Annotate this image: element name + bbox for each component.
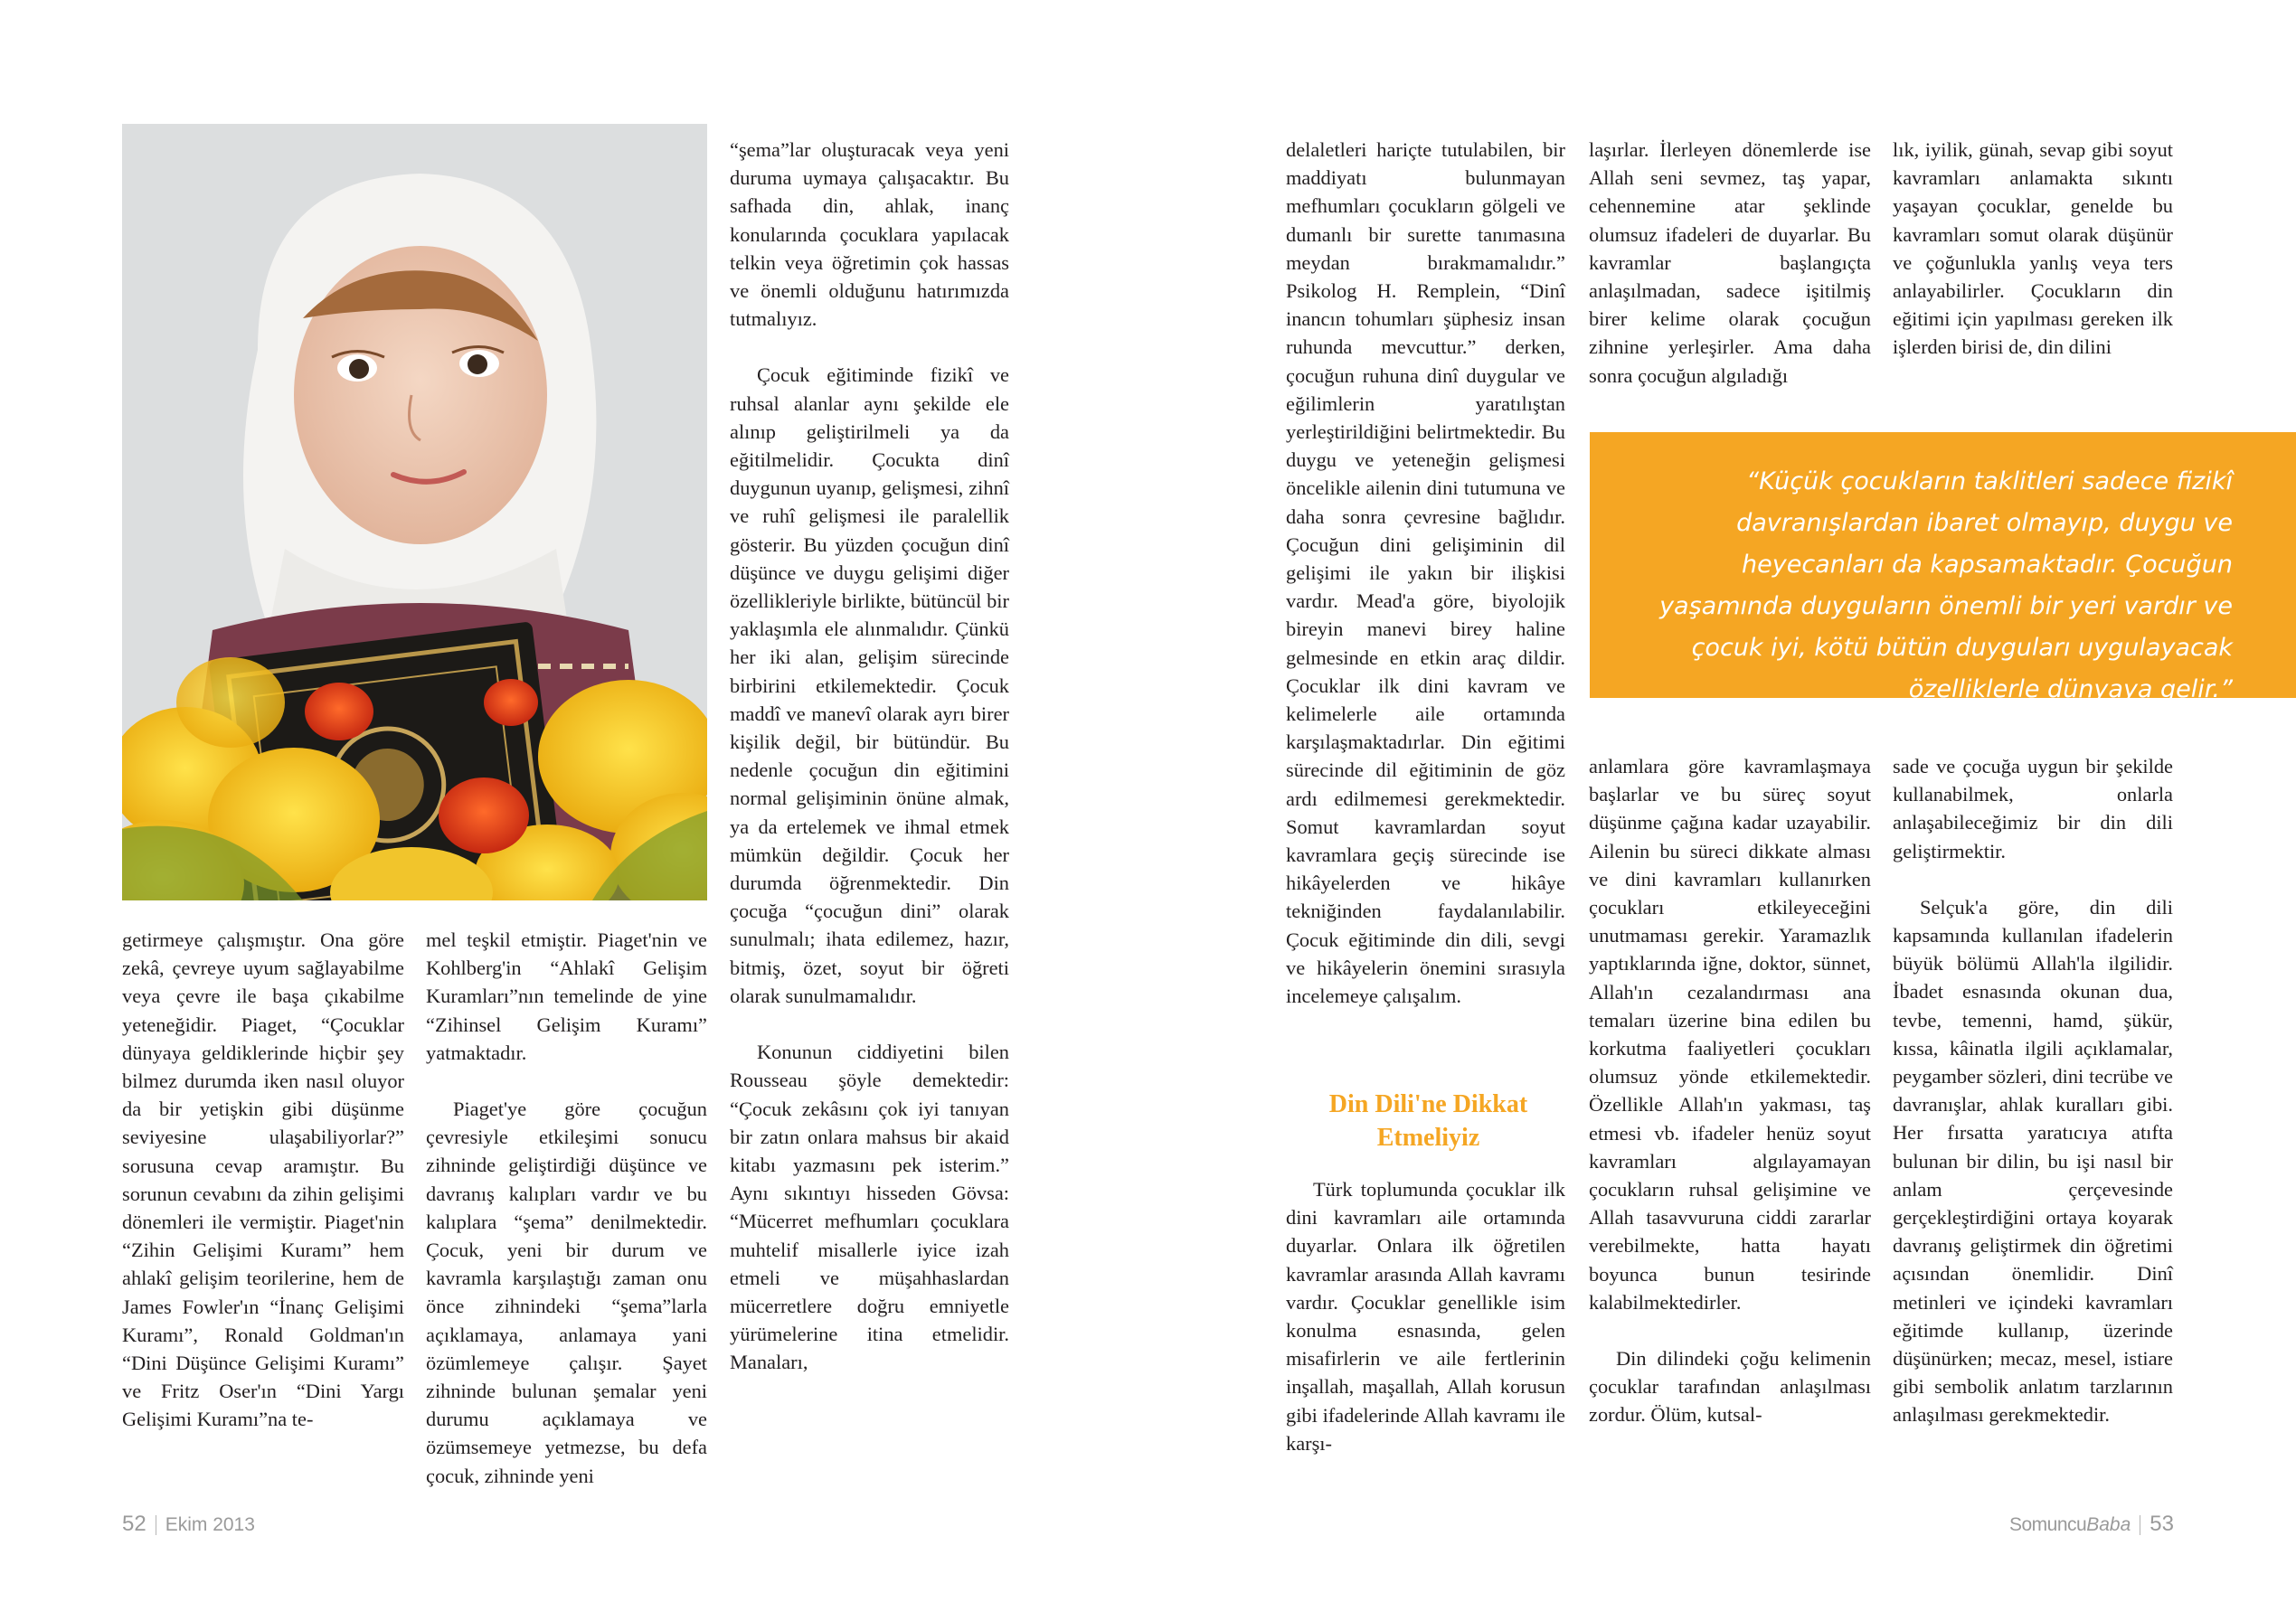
page-number: 53 xyxy=(2150,1512,2174,1536)
page-number: 52 xyxy=(122,1512,146,1536)
pull-quote: “Küçük çocukların taklitleri sadece fizikî davranışlardan ibaret olmayıp, duygu ve heyecanları da kapsamaktadır. Çocuğun yaşamında duyguların önemli bir yeri vardır ve çocuk iyi, kötü bütün duyguları uygulayacak özelliklerle dünyaya gelir.” xyxy=(1659,467,2233,703)
paragraph: Konunun ciddiyetini bilen Rousseau şöyle demektedir: “Çocuk zekâsını çok iyi tanıyan bir zatın onlara mahsus bir akaid kitabı yazmasını pek isterim.” Aynı sıkıntıyı hisseden Gövsa: “Mücerret mefhumları çocuklara muhtelif misallerle iyice izah etmeli ve müşahhaslardan mücerretlere doğru emniyetle yürümelerine itina etmelidir. Manaları, xyxy=(730,1041,1009,1374)
article-photo xyxy=(122,124,707,900)
paragraph: Din dilindeki çoğu kelimenin çocuklar tarafından anlaşılması zordur. Ölüm, kutsal- xyxy=(1589,1347,1871,1427)
left-column-3 xyxy=(730,136,1009,1377)
paragraph: Türk toplumunda çocuklar ilk dini kavramları aile ortamında duyarlar. Onlara ilk öğretilen kavramlar arasında Allah kavramı vardır. Çocuklar genellikle isim konulma esnasında, gelen misafirlerin ve aile fertlerinin inşallah, maşallah, Allah korusun gibi ifadelerinde Allah kavramı ile karşı- xyxy=(1286,1178,1565,1455)
issue-date: Ekim 2013 xyxy=(165,1514,255,1535)
right-column-2-top xyxy=(1589,136,1871,390)
paragraph: laşırlar. İlerleyen dönemlerde ise Allah seni sevmez, taş yapar, cehennemine atar şeklinde olumsuz ifadeleri de duyarlar. Bu kavramlar başlangıçta anlaşılmadan, sadece işitilmiş birer kelime olarak çocuğun zihnine yerleşirler. Ama daha sonra çocuğun algıladığı xyxy=(1589,138,1871,387)
girl-with-quran-illustration xyxy=(122,124,707,900)
paragraph: mel teşkil etmiştir. Piaget'nin ve Kohlberg'in “Ahlakî Gelişim Kuramları”nın temelinde de yine “Zihinsel Gelişim Kuramı” yatmaktadır. xyxy=(426,928,707,1064)
paragraph: delaletleri hariçte tutulabilen, bir maddiyatı bulunmayan mefhumları çocukların gölgeli ve dumanlı bir surette tanımasına meydan bırakmamalıdır.” Psikolog H. Remplein, “Dinî inancın tohumları şüphesiz insan ruhunda mevcuttur.” derken, çocuğun ruhuna dinî duygular ve eğilimlerin yaratılıştan yerleştirildiğini belirtmektedir. Bu duygu ve yeteneğin gelişmesi öncelikle ailenin dini tutumuna ve daha sonra çevresine bağlıdır. Çocuğun dini gelişiminin dil gelişimi ile yakın bir ilişkisi vardır. Mead'a göre, biyolojik bireyin manevi birey haline gelmesinde en etkin araç dildir. Çocuklar ilk dini kavram ve kelimelerle aile ortamında karşılaşmaktadırlar. Din eğitimi sürecinde dil eğitiminin de göz ardı edilmemesi gerekmektedir. Somut kavramlardan soyut kavramlara geçiş sürecinde ise hikâyelerden ve hikâye tekniğinden faydalanılabilir. Çocuk eğitiminde din dili, sevgi ve hikâyelerin önemini sırasıyla incelemeye çalışalım. xyxy=(1286,138,1565,1008)
right-column-3-bottom xyxy=(1893,752,2173,1429)
left-column-2 xyxy=(426,926,707,1490)
paragraph: Piaget'ye göre çocuğun çevresiyle etkileşimi sonucu zihninde geliştirdiği düşünce ve davranış kalıpları vardır ve bu kalıplara “şema” denilmektedir. Çocuk, yeni bir durum ve kavramla karşılaştığı zaman onu önce zihnindeki “şema”larla açıklamaya, anlamaya yani özümlemeye çalışır. Şayet zihninde bulunan şemalar yeni durumu açıklamaya ve özümsemeye yetmezse, bu defa çocuk, zihninde yeni xyxy=(426,1098,707,1487)
left-footer xyxy=(122,1512,255,1537)
section-heading: Din Dili'ne Dikkat Etmeliyiz xyxy=(1328,1090,1528,1152)
paragraph: lık, iyilik, günah, sevap gibi soyut kavramları anlamakta sıkıntı yaşayan çocuklar, genelde bu kavramları somut olarak düşünür ve çoğunlukla yanlış veya ters anlayabilirler. Çocukların din eğitimi için yapılması gereken ilk işlerden birisi de, din dilini xyxy=(1893,138,2173,359)
right-column-1-top xyxy=(1286,136,1565,1010)
paragraph: anlamlara göre kavramlaşmaya başlarlar ve bu süreç soyut düşünme çağına kadar uzayabilir. Ailenin bu süreci dikkate alması ve dini kavramları kullanırken çocukları etkileyeceğini unutmaması gerekir. Yaramazlık yaptıklarında iğne, doktor, sünnet, Allah'ın cezalandırması ana temaları üzerine bina edilen bu korkutma faaliyetleri çocukları olumsuz yönde etkilemektedir. Özellikle Allah'ın yakması, taş etmesi vb. ifadeler henüz soyut kavramları algılayamayan çocukların ruhsal gelişimine ve Allah tasavvuruna ciddi zararlar verebilmekte, hatta hayatı boyunca bunun tesirinde kalabilmektedirler. xyxy=(1589,755,1871,1314)
paragraph: sade ve çocuğa uygun bir şekilde kullanabilmek, onlarla anlaşabileceğimiz bir din dili geliştirmektir. xyxy=(1893,755,2173,862)
right-column-1-bottom xyxy=(1286,1175,1565,1457)
paragraph: getirmeye çalışmıştır. Ona göre zekâ, çevreye uyum sağlayabilme veya çevre ile başa çıkabilme yeteneğidir. Piaget, “Çocuklar dünyaya geldiklerinde hiçbir şey bilmez durumda iken nasıl oluyor da bir yetişkin gibi düşünme seviyesine ulaşabiliyorlar?” sorusuna cevap aramıştır. Bu sorunun cevabını da zihin gelişimi dönemleri ile vermiştir. Piaget'nin “Zihin Gelişimi Kuramı” hem ahlakî gelişim teorilerine, hem de James Fowler'ın “İnanç Gelişimi Kuramı”, Ronald Goldman'ın “Dini Düşünce Gelişimi Kuramı” ve Fritz Oser'ın “Dini Yargı Gelişimi Kuramı”na te- xyxy=(122,928,404,1431)
paragraph: Selçuk'a göre, din dili kapsamında kullanılan ifadelerin büyük bölümü Allah'la ilgilidir. İbadet esnasında okunan dua, tevbe, temenni, hamd, şükür, kıssa, kâinatla ilgili açıklamalar, peygamber sözleri, dini tecrübe ve davranışlar, ahlak kuralları gibi. Her fırsatta yaratıcıya atıfta bulunan bir dilin, bu işi nasıl bir anlam çerçevesinde gerçekleştirdiğini ortaya koyarak davranış geliştirmek din öğretimi açısından önemlidir. Dinî metinleri ve içindeki kavramları eğitimde kullanıp, üzerinde düşünürken; mecaz, mesel, istiare gibi sembolik anlatım tarzlarının anlaşılması gerekmektedir. xyxy=(1893,895,2173,1427)
right-footer xyxy=(2009,1512,2174,1537)
magazine-logo: SomuncuBaba xyxy=(2009,1514,2131,1535)
right-column-2-bottom xyxy=(1589,752,1871,1429)
paragraph: “şema”lar oluşturacak veya yeni duruma uymaya çalışacaktır. Bu safhada din, ahlak, inanç konularında çocuklara yapılacak telkin veya öğretimin çok hassas ve önemli olduğunu hatırımızda tutmalıyız. xyxy=(730,138,1009,331)
right-column-3-top xyxy=(1893,136,2173,362)
paragraph: Çocuk eğitiminde fizikî ve ruhsal alanlar aynı şekilde ele alınıp geliştirilmeli ya da eğitilmelidir. Çocukta dinî duygunun uyanıp, gelişmesi, zihnî ve ruhî gelişmesi ile paralellik gösterir. Bu yüzden çocuğun dinî düşünce ve duygu gelişimi diğer özellikleriyle birlikte, bütüncül bir yaklaşımla ele alınmalıdır. Çünkü her iki alan, gelişim sürecinde birbirini etkilemektedir. Çocuk maddî ve manevî olarak ayrı birer kişilik değil, bir bütündür. Bu nedenle çocuğun din eğitimini normal gelişiminin önüne almak, ya da ertelemek ve ihmal etmek mümkün değildir. Çocuk her durumda öğrenmektedir. Din çocuğa “çocuğun dini” olarak sunulmalı; ihata edilemez, hazır, bitmiş, özet, soyut bir öğreti olarak sunulmamalıdır. xyxy=(730,363,1009,1007)
pull-quote-box xyxy=(1590,432,2296,703)
left-column-1 xyxy=(122,926,404,1434)
